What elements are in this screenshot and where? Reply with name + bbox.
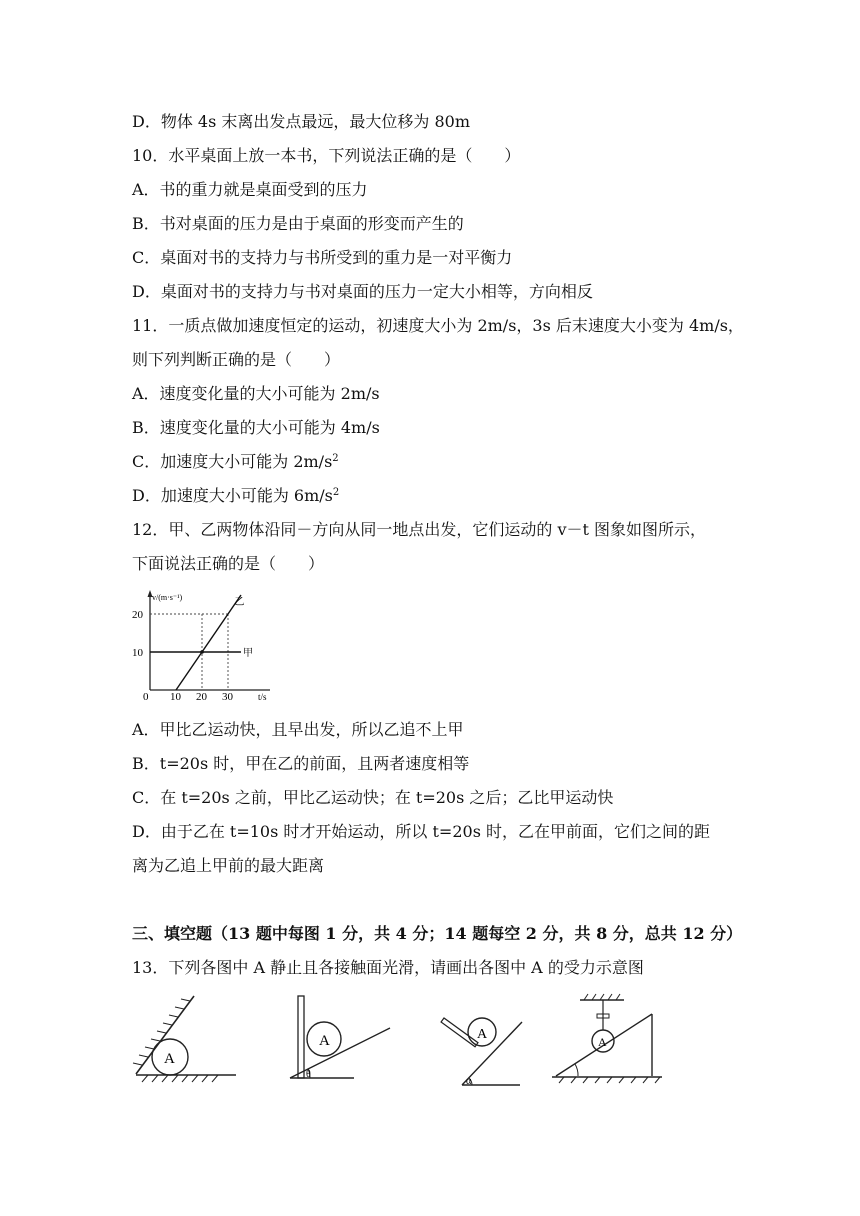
q10-option-c: C．桌面对书的支持力与书所受到的重力是一对平衡力	[132, 248, 513, 267]
floor-hatching	[142, 1075, 218, 1082]
q12-option-d-line1: D．由于乙在 t=10s 时才开始运动，所以 t=20s 时，乙在甲前面，它们之间的距	[132, 822, 710, 841]
q11-stem-line2: 则下列判断正确的是（ ）	[132, 350, 341, 369]
q11-stem-line1: 11．一质点做加速度恒定的运动，初速度大小为 2m/s，3s 后末速度大小变为 4m/s，	[132, 316, 744, 335]
q10-stem: 10．水平桌面上放一本书，下列说法正确的是（ ）	[132, 146, 521, 165]
q11-option-d	[132, 486, 339, 506]
ball-a-label: A	[164, 1051, 175, 1067]
wall-hatching	[133, 999, 190, 1065]
x-tick-label-10: 10	[170, 691, 181, 703]
q13-figure-3	[440, 990, 552, 1086]
q11-option-d-text: D．加速度大小可能为 6m/s	[132, 486, 333, 505]
q12-option-d-line2: 离为乙追上甲前的最大距离	[132, 856, 325, 875]
q11-option-a: A．速度变化量的大小可能为 2m/s	[132, 384, 380, 403]
q9-option-d: D．物体 4s 末离出发点最远，最大位移为 80m	[132, 112, 471, 131]
intersection-point	[200, 650, 204, 654]
angle-theta-label: θ	[306, 1069, 311, 1080]
origin-label: 0	[143, 691, 149, 703]
q11-option-c-text: C．加速度大小可能为 2m/s	[132, 452, 333, 471]
ball-a-label: A	[477, 1027, 488, 1042]
q12-option-b: B．t=20s 时，甲在乙的前面，且两者速度相等	[132, 754, 470, 773]
vt-graph	[130, 586, 280, 704]
x-axis-label: t/s	[258, 692, 267, 702]
series-yi-line	[176, 595, 241, 690]
q10-option-a: A．书的重力就是桌面受到的压力	[132, 180, 368, 199]
q11-option-b: B．速度变化量的大小可能为 4m/s	[132, 418, 380, 437]
q13-figure-1	[128, 990, 240, 1086]
series-jia-label: 甲	[243, 648, 253, 659]
angle-alpha-label: α	[466, 1076, 472, 1086]
vertical-wall	[298, 996, 304, 1078]
q12-option-c: C．在 t=20s 之前，甲比乙运动快；在 t=20s 之后；乙比甲运动快	[132, 788, 614, 807]
ceiling-hatching	[584, 994, 620, 1000]
q11-option-d-sup: 2	[332, 487, 340, 498]
q11-option-c	[132, 452, 339, 472]
q13-figure-2	[284, 990, 396, 1086]
x-tick-label-30: 30	[222, 691, 233, 703]
section3-title: 三、填空题（13 题中每图 1 分，共 4 分；14 题每空 2 分，共 8 分，总共 12 分）	[132, 924, 743, 943]
q13-figure-4	[548, 990, 666, 1086]
ball-a-label: A	[319, 1033, 330, 1049]
q13-stem: 13．下列各图中 A 静止且各接触面光滑，请画出各图中 A 的受力示意图	[132, 958, 644, 977]
y-tick-label-20: 20	[132, 609, 143, 621]
ground-hatching	[559, 1077, 660, 1083]
q10-option-d: D．桌面对书的支持力与书对桌面的压力一定大小相等，方向相反	[132, 282, 593, 301]
ball-a-label: A	[598, 1035, 607, 1049]
q11-option-c-sup: 2	[332, 453, 339, 464]
q12-option-a: A．甲比乙运动快，且早出发，所以乙追不上甲	[132, 720, 464, 739]
angle-arc	[575, 1064, 578, 1076]
y-tick-label-10: 10	[132, 647, 143, 659]
q12-stem-line1: 12．甲、乙两物体沿同－方向从同一地点出发，它们运动的 v－t 图象如图所示，	[132, 520, 707, 539]
q10-option-b: B．书对桌面的压力是由于桌面的形变而产生的	[132, 214, 464, 233]
y-axis-label: v/(m·s⁻¹)	[152, 593, 183, 602]
q12-stem-line2: 下面说法正确的是（ ）	[132, 554, 325, 573]
series-yi-label: 乙	[234, 597, 245, 608]
x-tick-label-20: 20	[196, 691, 207, 703]
